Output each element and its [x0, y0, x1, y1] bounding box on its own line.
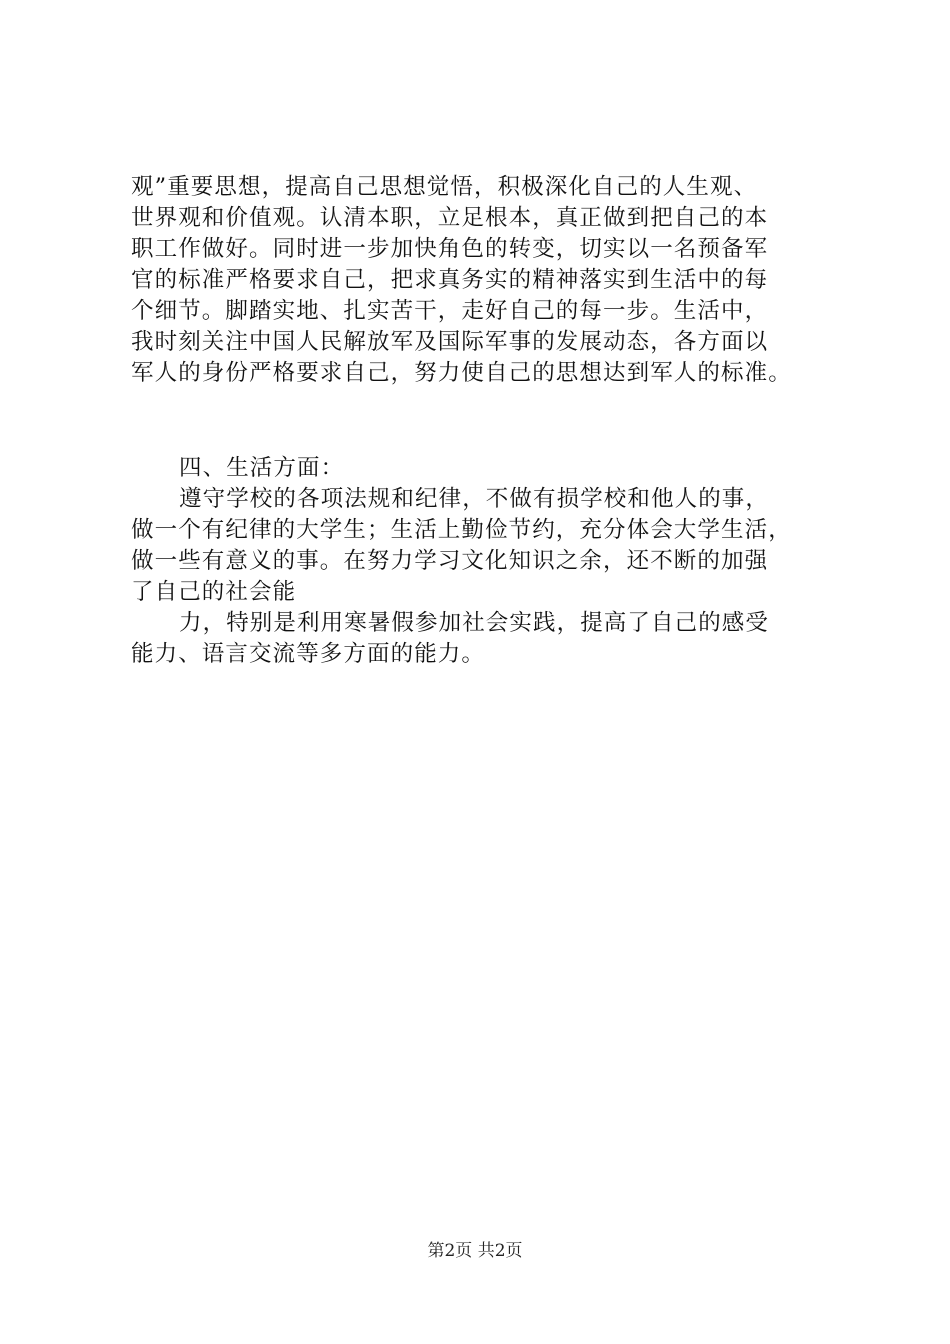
text-line: 做一个有纪律的大学生；生活上勤俭节约，充分体会大学生活，: [131, 517, 792, 543]
text-line: 官的标准严格要求自己，把求真务实的精神落实到生活中的每: [131, 267, 769, 293]
text-line: 观”重要思想，提高自己思想觉悟，积极深化自己的人生观、: [131, 174, 758, 200]
paragraph-ideology: [131, 172, 851, 389]
text-line: 职工作做好。同时进一步加快角色的转变，切实以一名预备军: [131, 236, 769, 262]
text-line: 力，特别是利用寒暑假参加社会实践，提高了自己的感受: [179, 610, 770, 636]
text-line: 我时刻关注中国人民解放军及国际军事的发展动态，各方面以: [131, 329, 769, 355]
text-line: 做一些有意义的事。在努力学习文化知识之余，还不断的加强: [131, 548, 769, 574]
section-life: [131, 453, 851, 670]
section-heading: 四、生活方面：: [179, 455, 345, 481]
text-line: 军人的身份严格要求自己，努力使自己的思想达到军人的标准。: [131, 360, 792, 386]
text-line: 能力、语言交流等多方面的能力。: [131, 641, 486, 667]
text-line: 了自己的社会能: [131, 579, 297, 605]
page-footer: 第2页 共2页: [427, 1241, 523, 1261]
text-line: 遵守学校的各项法规和纪律，不做有损学校和他人的事，: [179, 486, 770, 512]
text-line: 世界观和价值观。认清本职，立足根本，真正做到把自己的本: [131, 205, 769, 231]
text-line: 个细节。脚踏实地、扎实苦干，走好自己的每一步。生活中，: [131, 298, 769, 324]
